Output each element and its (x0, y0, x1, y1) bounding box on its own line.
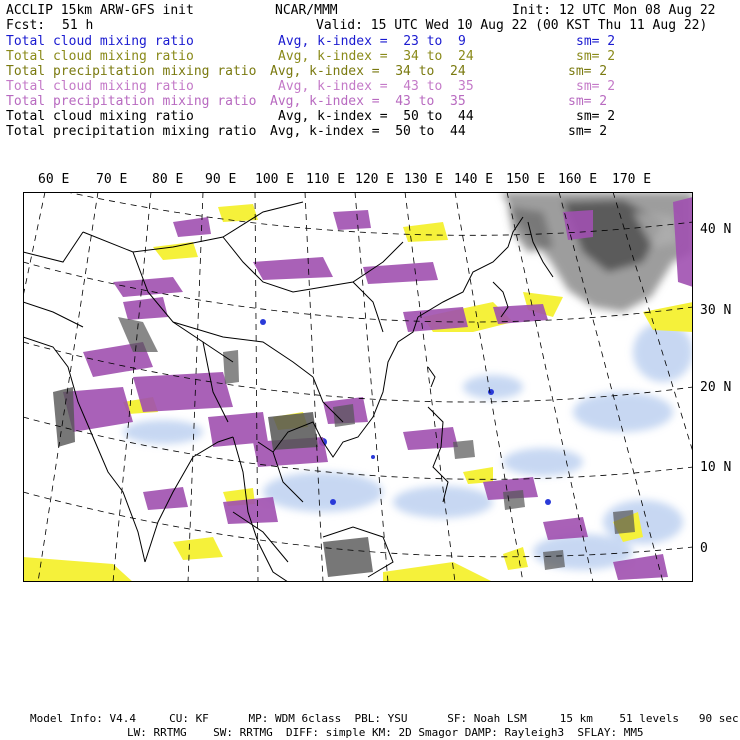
lon-label-120e: 120 E (355, 172, 395, 187)
lon-label-80e: 80 E (152, 172, 184, 187)
field-name-7: Total precipitation mixing ratio (6, 124, 257, 139)
lat-label-20n: 20 N (700, 380, 732, 395)
field-name-1: Total cloud mixing ratio (6, 34, 194, 49)
model-info-line1: Model Info: V4.4 CU: KF MP: WDM 6class PBL: YSU SF: Noah LSM 15 km 51 levels 90 sec (30, 712, 739, 725)
lat-label-30n: 30 N (700, 303, 732, 318)
field-sm-2: sm= 2 (576, 49, 616, 64)
lon-label-60e: 60 E (38, 172, 70, 187)
lon-label-140e: 140 E (454, 172, 494, 187)
field-avg-6: Avg, k-index = 50 to 44 (278, 109, 474, 124)
init-time: Init: 12 UTC Mon 08 Aug 22 (512, 3, 716, 18)
lon-label-70e: 70 E (96, 172, 128, 187)
lon-label-100e: 100 E (255, 172, 295, 187)
lon-label-110e: 110 E (306, 172, 346, 187)
forecast-map (23, 192, 693, 582)
lon-label-130e: 130 E (404, 172, 444, 187)
field-name-4: Total cloud mixing ratio (6, 79, 194, 94)
lon-label-170e: 170 E (612, 172, 652, 187)
model-title: ACCLIP 15km ARW-GFS init (6, 3, 194, 18)
field-avg-1: Avg, k-index = 23 to 9 (278, 34, 466, 49)
valid-time: Valid: 15 UTC Wed 10 Aug 22 (00 KST Thu 11 Aug 22) (316, 18, 708, 33)
field-sm-5: sm= 2 (568, 94, 608, 109)
field-avg-3: Avg, k-index = 34 to 24 (270, 64, 466, 79)
field-sm-1: sm= 2 (576, 34, 616, 49)
field-name-6: Total cloud mixing ratio (6, 109, 194, 124)
field-sm-4: sm= 2 (576, 79, 616, 94)
field-name-3: Total precipitation mixing ratio (6, 64, 257, 79)
field-sm-6: sm= 2 (576, 109, 616, 124)
model-info-line2: LW: RRTMG SW: RRTMG DIFF: simple KM: 2D Smagor DAMP: Rayleigh3 SFLAY: MM5 (127, 726, 644, 739)
lat-label-10n: 10 N (700, 460, 732, 475)
field-sm-3: sm= 2 (568, 64, 608, 79)
forecast-hours: 51 h (62, 18, 94, 33)
lon-label-150e: 150 E (506, 172, 546, 187)
lat-label-40n: 40 N (700, 222, 732, 237)
field-avg-2: Avg, k-index = 34 to 24 (278, 49, 474, 64)
forecast-label: Fcst: (6, 18, 46, 33)
field-name-5: Total precipitation mixing ratio (6, 94, 257, 109)
field-avg-4: Avg, k-index = 43 to 35 (278, 79, 474, 94)
lat-label-0: 0 (700, 541, 708, 556)
lon-label-160e: 160 E (558, 172, 598, 187)
field-sm-7: sm= 2 (568, 124, 608, 139)
field-name-2: Total cloud mixing ratio (6, 49, 194, 64)
lon-label-90e: 90 E (205, 172, 237, 187)
field-avg-5: Avg, k-index = 43 to 35 (270, 94, 466, 109)
org-label: NCAR/MMM (275, 3, 338, 18)
field-avg-7: Avg, k-index = 50 to 44 (270, 124, 466, 139)
